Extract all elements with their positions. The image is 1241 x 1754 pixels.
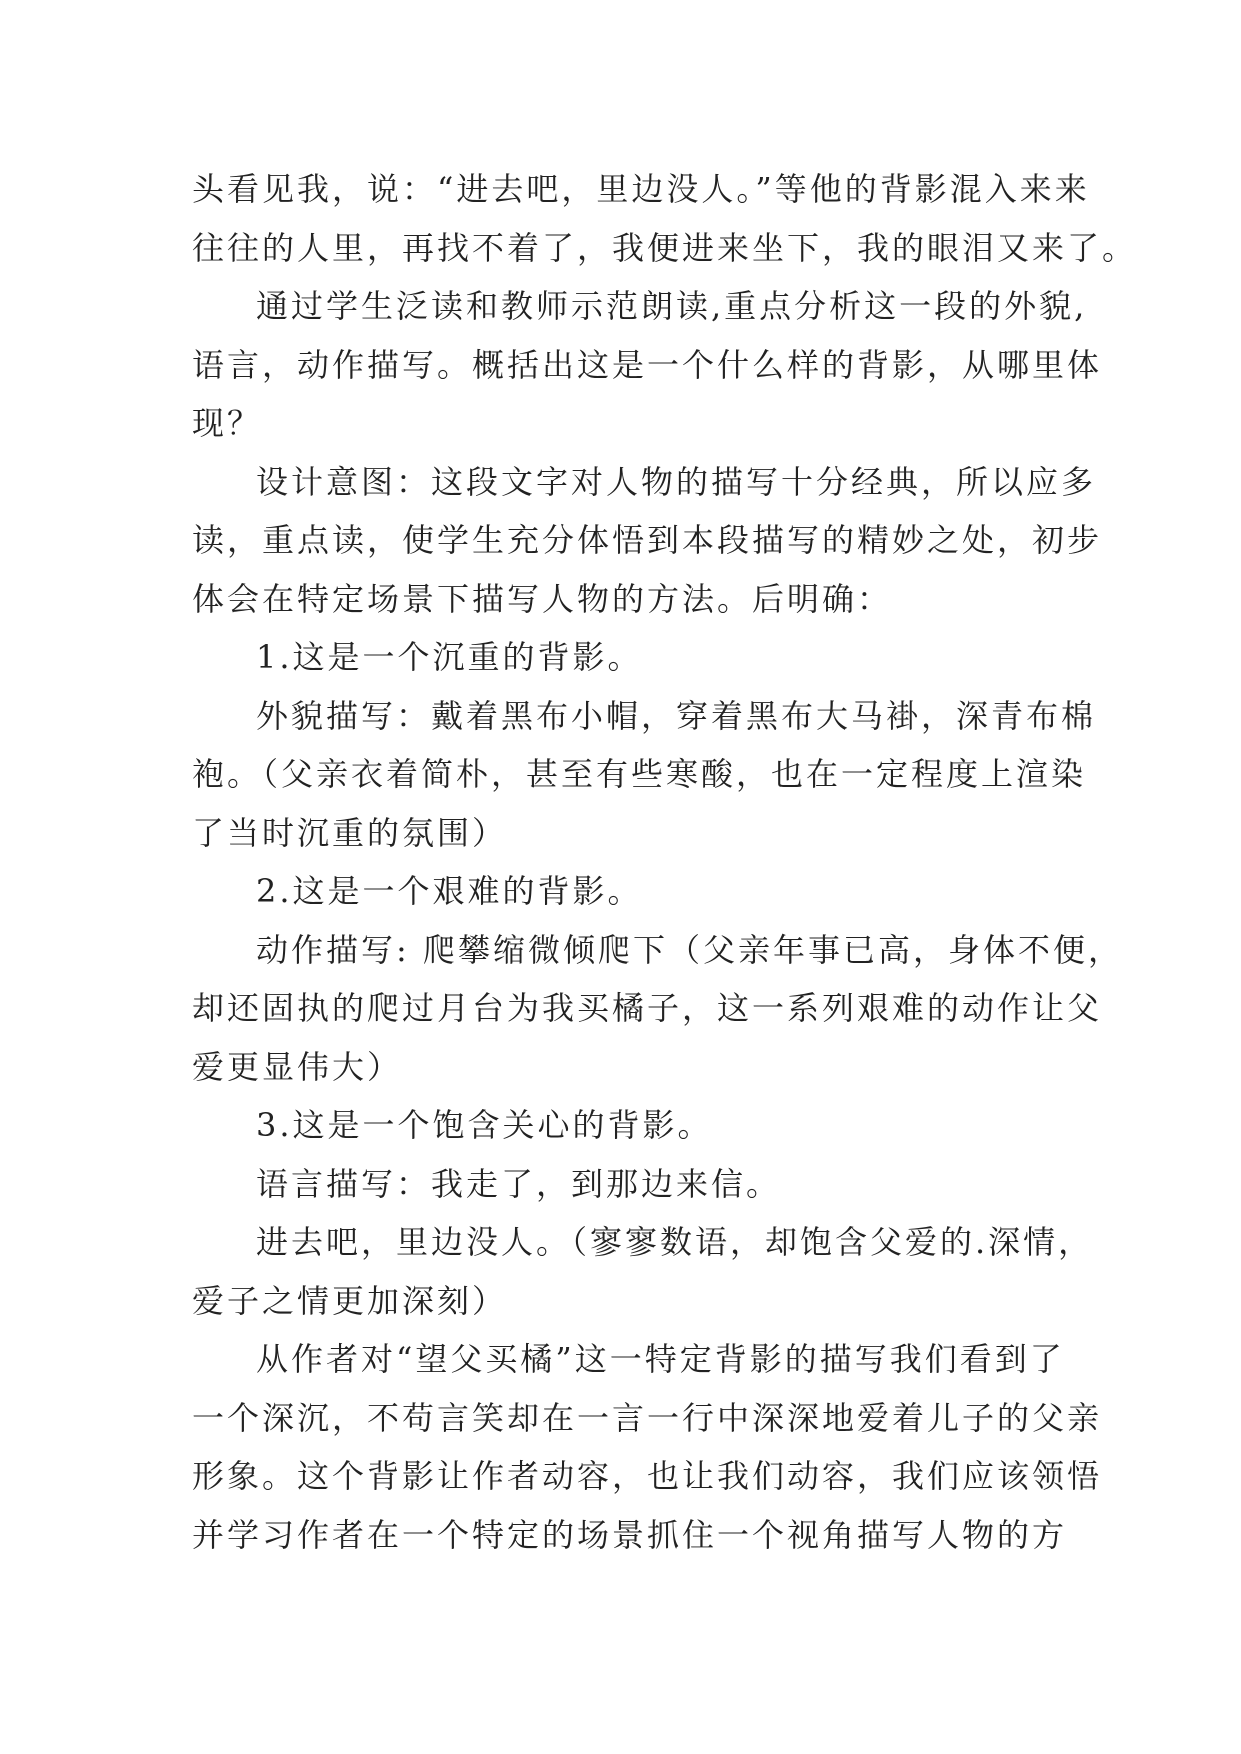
text-line: 并学习作者在一个特定的场景抓住一个视角描写人物的方	[192, 1515, 1068, 1554]
text-line: 袍。（父亲衣着简朴，甚至有些寒酸，也在一定程度上渲染	[192, 755, 1087, 793]
text-line: 爱子之情更加深刻）	[192, 1281, 508, 1320]
text-line: 语言，动作描写。概括出这是一个什么样的背影，从哪里体	[192, 345, 1103, 384]
text-line: 形象。这个背影让作者动容，也让我们动容，我们应该领悟	[192, 1457, 1103, 1495]
paragraph-start-line: 语言描写：我走了，到那边来信。	[256, 1164, 782, 1203]
paragraph-start-line: 外貌描写：戴着黑布小帽，穿着黑布大马褂，深青布棉	[256, 696, 1097, 735]
text-line: 爱更显伟大）	[192, 1047, 403, 1086]
text-line: 体会在特定场景下描写人物的方法。后明确：	[192, 579, 893, 618]
text-line: 现？	[192, 404, 263, 442]
paragraph-start-line: 通过学生泛读和教师示范朗读,重点分析这一段的外貌,	[256, 287, 1088, 325]
text-line: 却还固执的爬过月台为我买橘子，这一系列艰难的动作让父	[192, 989, 1103, 1027]
text-line: 读，重点读，使学生充分体悟到本段描写的精妙之处，初步	[192, 521, 1103, 559]
text-line: 一个深沉，不苟言笑却在一言一行中深深地爱着儿子的父亲	[192, 1398, 1103, 1437]
paragraph-start-line: 设计意图：这段文字对人物的描写十分经典，所以应多	[256, 462, 1097, 501]
text-line: 往往的人里，再找不着了，我便进来坐下，我的眼泪又来了。	[192, 228, 1138, 267]
text-line: 了当时沉重的氛围）	[192, 813, 508, 852]
numbered-point: 1.这是一个沉重的背影。	[256, 638, 643, 676]
text-line: 头看见我，说：“进去吧，里边没人。”等他的背影混入来来	[192, 170, 1090, 208]
body-text	[192, 160, 1138, 1564]
paragraph-start-line: 动作描写: 爬攀缩微倾爬下（父亲年事已高，身体不便，	[256, 930, 1123, 969]
numbered-point: 2.这是一个艰难的背影。	[256, 872, 643, 910]
numbered-point: 3.这是一个饱含关心的背影。	[256, 1106, 713, 1144]
paragraph-start-line: 进去吧，里边没人。（寥寥数语，却饱含父爱的.深情，	[256, 1223, 1094, 1261]
paragraph-start-line: 从作者对“望父买橘”这一特定背影的描写我们看到了	[256, 1340, 1065, 1378]
